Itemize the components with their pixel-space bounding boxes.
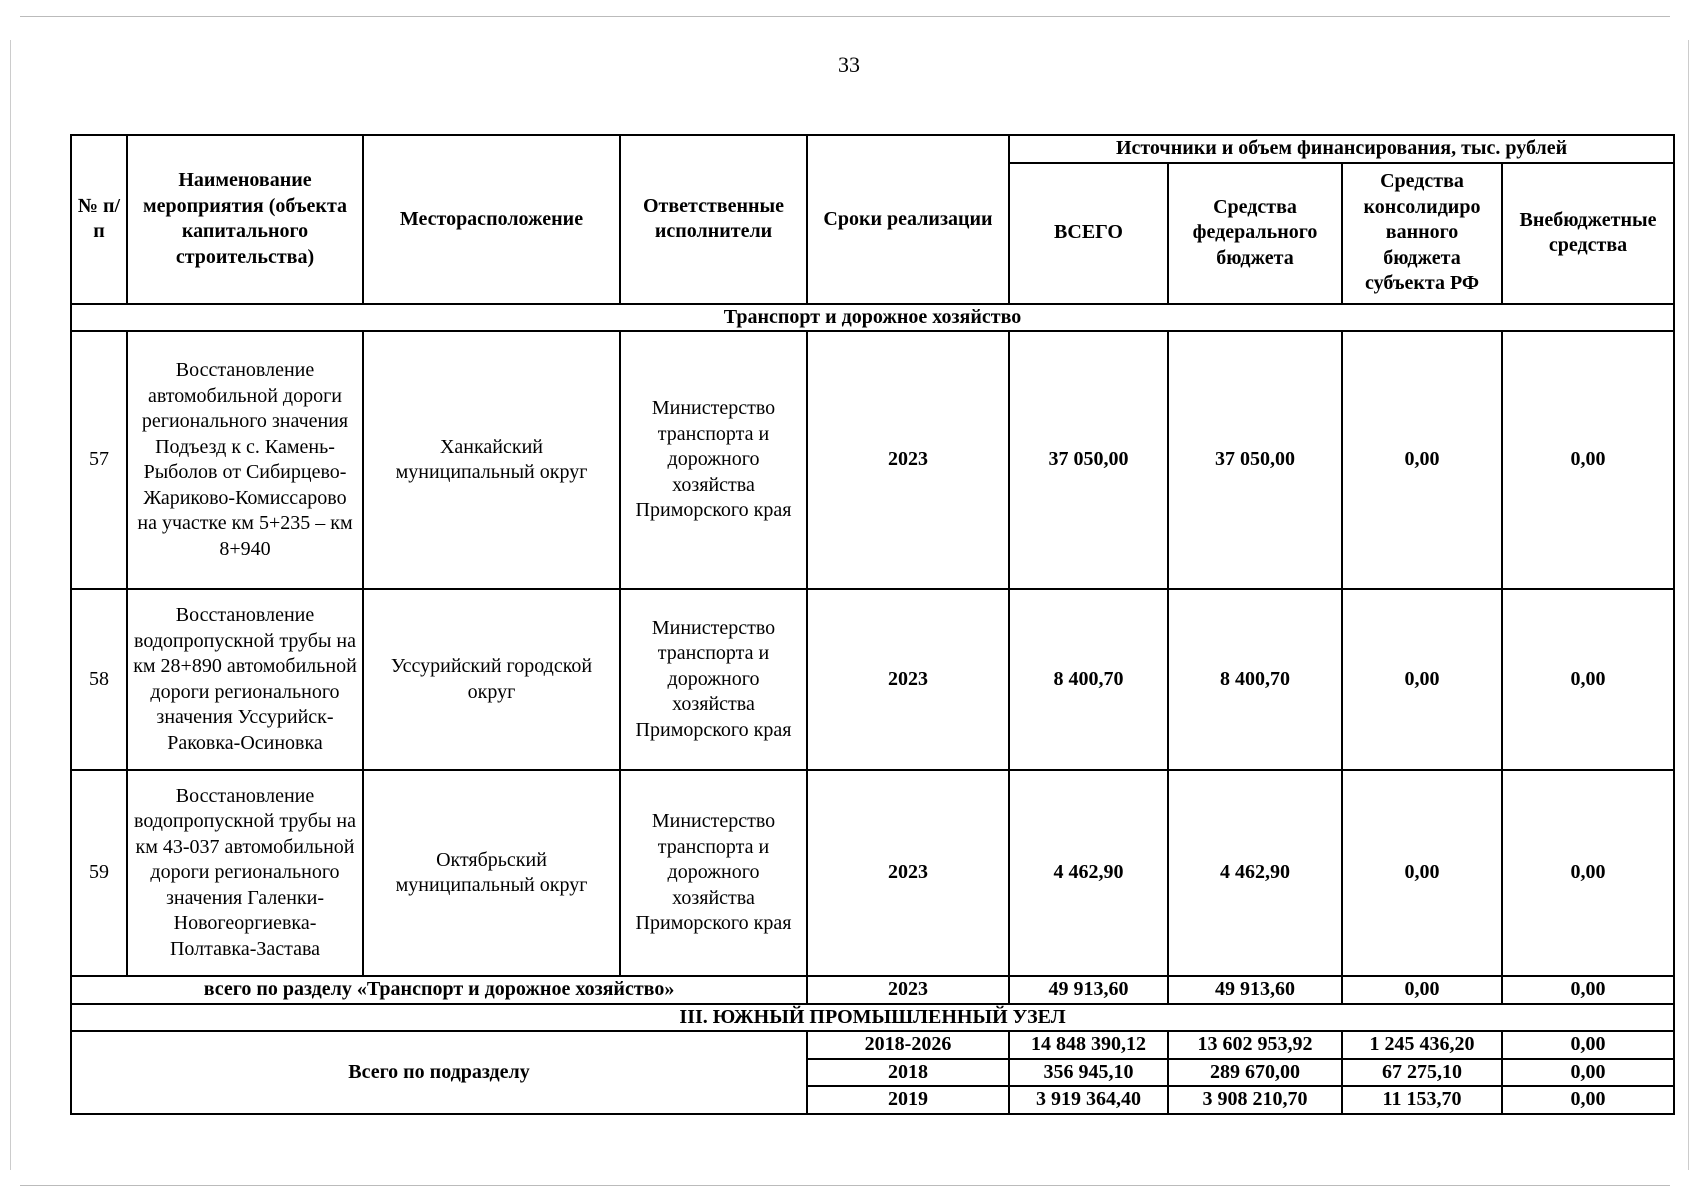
header-regional: Средства консолидиро ванного бюджета субъекта РФ xyxy=(1342,163,1502,304)
subsection-total: 3 919 364,40 xyxy=(1009,1086,1168,1114)
row-name: Восстановление водопропускной трубы на км 28+890 автомобильной дороги регионального значения Уссурийск-Раковка-Осиновка xyxy=(127,589,363,770)
row-period: 2023 xyxy=(807,770,1009,976)
subsection-regional: 1 245 436,20 xyxy=(1342,1031,1502,1059)
row-extrabudget: 0,00 xyxy=(1502,331,1674,589)
section-total-federal: 49 913,60 xyxy=(1168,976,1342,1004)
subsection-total: 14 848 390,12 xyxy=(1009,1031,1168,1059)
subsection-extrabudget: 0,00 xyxy=(1502,1059,1674,1087)
section-total-period: 2023 xyxy=(807,976,1009,1004)
row-name: Восстановление водопропускной трубы на км 43-037 автомобильной дороги регионального значения Галенки-Новогеоргиевка-Полтавка-Застава xyxy=(127,770,363,976)
header-responsible: Ответственные исполнители xyxy=(620,135,807,304)
row-num: 59 xyxy=(71,770,127,976)
subsection-extrabudget: 0,00 xyxy=(1502,1086,1674,1114)
row-federal: 4 462,90 xyxy=(1168,770,1342,976)
header-total: ВСЕГО xyxy=(1009,163,1168,304)
row-responsible: Министерство транспорта и дорожного хозяйства Приморского края xyxy=(620,331,807,589)
subsection-federal: 3 908 210,70 xyxy=(1168,1086,1342,1114)
subsection-period: 2018 xyxy=(807,1059,1009,1087)
funding-table xyxy=(70,134,1675,1115)
section-title-transport: Транспорт и дорожное хозяйство xyxy=(71,304,1674,332)
subsection-federal: 289 670,00 xyxy=(1168,1059,1342,1087)
header-funding-group: Источники и объем финансирования, тыс. рублей xyxy=(1009,135,1674,163)
row-regional: 0,00 xyxy=(1342,770,1502,976)
row-name: Восстановление автомобильной дороги регионального значения Подъезд к с. Камень-Рыболов от Сибирцево-Жариково-Комиссарово на участке км 5+235 – км 8+940 xyxy=(127,331,363,589)
subsection-total-row xyxy=(71,1031,1674,1059)
header-extrabudget: Внебюджетные средства xyxy=(1502,163,1674,304)
row-location: Ханкайский муниципальный округ xyxy=(363,331,620,589)
row-location: Уссурийский городской округ xyxy=(363,589,620,770)
header-num: № п/п xyxy=(71,135,127,304)
section-row-transport xyxy=(71,304,1674,332)
scan-border-right xyxy=(1688,40,1689,1170)
section-total-extrabudget: 0,00 xyxy=(1502,976,1674,1004)
row-extrabudget: 0,00 xyxy=(1502,589,1674,770)
page-number: 33 xyxy=(838,52,860,77)
subsection-period: 2018-2026 xyxy=(807,1031,1009,1059)
row-location: Октябрьский муниципальный округ xyxy=(363,770,620,976)
subsection-regional: 67 275,10 xyxy=(1342,1059,1502,1087)
subsection-period: 2019 xyxy=(807,1086,1009,1114)
row-period: 2023 xyxy=(807,331,1009,589)
subsection-total: 356 945,10 xyxy=(1009,1059,1168,1087)
header-row-1 xyxy=(71,135,1674,163)
row-total: 8 400,70 xyxy=(1009,589,1168,770)
row-total: 4 462,90 xyxy=(1009,770,1168,976)
subsection-federal: 13 602 953,92 xyxy=(1168,1031,1342,1059)
section-total-row xyxy=(71,976,1674,1004)
row-regional: 0,00 xyxy=(1342,589,1502,770)
row-regional: 0,00 xyxy=(1342,331,1502,589)
header-name: Наименование мероприятия (объекта капитального строительства) xyxy=(127,135,363,304)
table-row xyxy=(71,589,1674,770)
row-extrabudget: 0,00 xyxy=(1502,770,1674,976)
subsection-extrabudget: 0,00 xyxy=(1502,1031,1674,1059)
section-total-label: всего по разделу «Транспорт и дорожное хозяйство» xyxy=(71,976,807,1004)
row-num: 57 xyxy=(71,331,127,589)
section-row-south xyxy=(71,1004,1674,1032)
header-federal: Средства федерального бюджета xyxy=(1168,163,1342,304)
scan-border-bottom xyxy=(20,1185,1670,1186)
row-total: 37 050,00 xyxy=(1009,331,1168,589)
row-federal: 37 050,00 xyxy=(1168,331,1342,589)
row-federal: 8 400,70 xyxy=(1168,589,1342,770)
row-responsible: Министерство транспорта и дорожного хозяйства Приморского края xyxy=(620,770,807,976)
table-row xyxy=(71,770,1674,976)
row-num: 58 xyxy=(71,589,127,770)
scan-border-top xyxy=(20,16,1670,17)
section-total-regional: 0,00 xyxy=(1342,976,1502,1004)
scan-border-left xyxy=(10,40,11,1170)
subsection-total-label: Всего по подразделу xyxy=(71,1031,807,1114)
header-period: Сроки реализации xyxy=(807,135,1009,304)
row-responsible: Министерство транспорта и дорожного хозяйства Приморского края xyxy=(620,589,807,770)
section-title-south: III. ЮЖНЫЙ ПРОМЫШЛЕННЫЙ УЗЕЛ xyxy=(71,1004,1674,1032)
row-period: 2023 xyxy=(807,589,1009,770)
header-location: Месторасположение xyxy=(363,135,620,304)
section-total-total: 49 913,60 xyxy=(1009,976,1168,1004)
subsection-regional: 11 153,70 xyxy=(1342,1086,1502,1114)
table-row xyxy=(71,331,1674,589)
